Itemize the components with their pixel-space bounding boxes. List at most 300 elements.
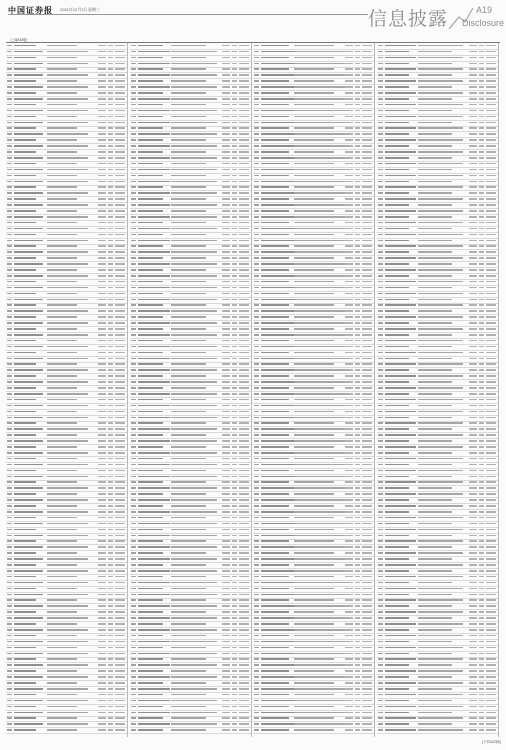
table-cell (261, 269, 289, 271)
table-cell (486, 186, 496, 188)
table-cell (239, 157, 249, 159)
table-cell (47, 151, 77, 153)
table-cell (355, 629, 360, 631)
table-cell (378, 68, 383, 70)
table-cell (378, 352, 383, 354)
table-cell (261, 552, 289, 554)
table-cell (14, 635, 36, 637)
table-cell (131, 92, 136, 94)
table-cell (418, 712, 452, 714)
table-cell (14, 670, 36, 672)
table-cell (232, 228, 237, 230)
table-cell (14, 582, 43, 584)
table-cell (479, 133, 484, 135)
table-cell (385, 299, 409, 301)
table-cell (222, 682, 230, 684)
table-cell (7, 210, 12, 212)
weekday: 星期三 (88, 7, 100, 12)
table-cell (261, 576, 289, 578)
table-cell (479, 45, 484, 47)
table-cell (418, 499, 452, 501)
table-cell (254, 481, 259, 483)
table-cell (469, 68, 477, 70)
table-cell (7, 712, 12, 714)
table-cell (7, 464, 12, 466)
table-cell (171, 281, 206, 283)
table-cell (108, 481, 113, 483)
table-cell (171, 535, 217, 537)
table-cell (261, 222, 289, 224)
table-cell (108, 110, 113, 112)
table-cell (14, 116, 36, 118)
table-cell (345, 63, 353, 65)
table-cell (98, 476, 106, 478)
table-cell (222, 393, 230, 395)
table-cell (469, 605, 477, 607)
table-cell (261, 476, 296, 478)
table-cell (486, 717, 496, 719)
table-cell (47, 505, 77, 507)
table-cell (469, 458, 477, 460)
table-cell (47, 399, 77, 401)
table-cell (385, 487, 409, 489)
table-cell (115, 464, 125, 466)
table-cell (7, 51, 12, 53)
table-cell (108, 411, 113, 413)
table-cell (385, 257, 416, 259)
table-cell (479, 476, 484, 478)
table-cell (261, 381, 296, 383)
table-cell (131, 275, 136, 277)
table-cell (294, 346, 345, 348)
table-cell (345, 98, 353, 100)
table-cell (14, 68, 36, 70)
table-cell (232, 635, 237, 637)
table-cell (98, 104, 106, 106)
table-cell (362, 322, 372, 324)
table-cell (239, 133, 249, 135)
table-cell (115, 133, 125, 135)
table-cell (385, 440, 409, 442)
table-cell (469, 304, 477, 306)
table-cell (7, 310, 12, 312)
table-cell (254, 599, 259, 601)
table-cell (222, 481, 230, 483)
table-cell (261, 45, 289, 47)
table-cell (294, 245, 334, 247)
table-cell (171, 706, 206, 708)
table-cell (345, 57, 353, 59)
table-cell (378, 57, 383, 59)
table-cell (222, 706, 230, 708)
table-cell (378, 163, 383, 165)
table-cell (14, 328, 36, 330)
table-cell (385, 594, 409, 596)
table-cell (418, 458, 463, 460)
table-cell (138, 251, 170, 253)
table-cell (98, 629, 106, 631)
table-cell (222, 263, 230, 265)
table-cell (98, 505, 106, 507)
table-cell (98, 582, 106, 584)
table-cell (98, 293, 106, 295)
table-cell (138, 499, 170, 501)
table-cell (385, 605, 409, 607)
table-cell (7, 499, 12, 501)
table-cell (362, 169, 372, 171)
table-cell (98, 328, 106, 330)
table-cell (355, 523, 360, 525)
table-cell (108, 281, 113, 283)
table-cell (362, 676, 372, 678)
table-cell (355, 694, 360, 696)
table-cell (469, 588, 477, 590)
table-cell (345, 334, 353, 336)
table-cell (345, 363, 353, 365)
table-row (130, 727, 251, 734)
table-cell (486, 192, 496, 194)
table-cell (14, 263, 43, 265)
table-cell (385, 664, 409, 666)
table-cell (479, 122, 484, 124)
table-cell (469, 499, 477, 501)
table-cell (378, 576, 383, 578)
table-cell (486, 51, 496, 53)
table-cell (362, 470, 372, 472)
table-cell (47, 310, 88, 312)
table-cell (108, 127, 113, 129)
table-cell (131, 281, 136, 283)
table-cell (254, 127, 259, 129)
table-cell (385, 287, 409, 289)
table-cell (14, 293, 36, 295)
table-cell (254, 493, 259, 495)
table-cell (355, 470, 360, 472)
table-cell (355, 682, 360, 684)
table-cell (418, 293, 463, 295)
continuation-note: （上接A18版） (8, 38, 30, 42)
table-cell (138, 629, 170, 631)
table-cell (239, 275, 249, 277)
table-cell (232, 417, 237, 419)
table-cell (469, 216, 477, 218)
table-cell (345, 723, 353, 725)
table-cell (131, 363, 136, 365)
table-cell (171, 617, 217, 619)
table-cell (418, 576, 463, 578)
table-cell (385, 275, 409, 277)
table-cell (138, 405, 170, 407)
table-cell (138, 511, 170, 513)
table-cell (261, 605, 296, 607)
table-cell (261, 57, 289, 59)
table-cell (355, 664, 360, 666)
table-cell (355, 45, 360, 47)
table-cell (261, 68, 289, 70)
table-cell (7, 617, 12, 619)
table-cell (486, 664, 496, 666)
table-cell (115, 80, 125, 82)
table-cell (47, 611, 77, 613)
table-cell (131, 74, 136, 76)
table-cell (232, 393, 237, 395)
table-cell (115, 576, 125, 578)
table-cell (479, 594, 484, 596)
table-cell (345, 245, 353, 247)
table-cell (486, 263, 496, 265)
table-cell (378, 476, 383, 478)
table-cell (7, 535, 12, 537)
table-cell (355, 611, 360, 613)
table-cell (222, 122, 230, 124)
table-cell (345, 304, 353, 306)
table-cell (345, 523, 353, 525)
table-cell (138, 316, 163, 318)
table-cell (378, 216, 383, 218)
table-cell (486, 623, 496, 625)
table-cell (232, 275, 237, 277)
table-cell (14, 192, 43, 194)
table-cell (131, 175, 136, 177)
table-cell (378, 387, 383, 389)
table-cell (345, 729, 353, 731)
table-cell (385, 623, 416, 625)
table-cell (14, 334, 43, 336)
table-cell (254, 122, 259, 124)
table-cell (261, 363, 289, 365)
table-cell (479, 340, 484, 342)
table-cell (239, 682, 249, 684)
table-cell (47, 582, 88, 584)
table-cell (232, 116, 237, 118)
table-cell (486, 440, 496, 442)
table-cell (469, 151, 477, 153)
table-cell (138, 446, 163, 448)
table-cell (385, 582, 409, 584)
table-cell (345, 127, 353, 129)
table-cell (239, 363, 249, 365)
table-cell (98, 245, 106, 247)
table-cell (254, 723, 259, 725)
table-cell (254, 169, 259, 171)
table-cell (98, 458, 106, 460)
table-cell (385, 723, 409, 725)
table-cell (131, 245, 136, 247)
table-cell (294, 446, 334, 448)
table-cell (108, 122, 113, 124)
table-cell (418, 434, 463, 436)
table-cell (486, 682, 496, 684)
table-cell (98, 623, 106, 625)
table-cell (47, 74, 88, 76)
table-cell (98, 570, 106, 572)
table-cell (239, 334, 249, 336)
table-cell (232, 658, 237, 660)
table-cell (294, 192, 345, 194)
table-cell (294, 358, 345, 360)
table-cell (362, 151, 372, 153)
table-cell (294, 92, 334, 94)
table-cell (108, 181, 113, 183)
table-cell (115, 605, 125, 607)
table-cell (385, 428, 409, 430)
table-cell (378, 605, 383, 607)
table-cell (171, 151, 206, 153)
table-cell (418, 717, 463, 719)
table-cell (385, 234, 416, 236)
table-cell (469, 358, 477, 360)
table-cell (14, 664, 43, 666)
table-cell (261, 588, 289, 590)
table-cell (131, 186, 136, 188)
table-cell (7, 458, 12, 460)
table-cell (222, 299, 230, 301)
table-cell (7, 110, 12, 112)
table-cell (7, 92, 12, 94)
table-cell (14, 535, 43, 537)
table-cell (115, 535, 125, 537)
table-cell (294, 369, 345, 371)
table-cell (98, 334, 106, 336)
table-cell (261, 564, 289, 566)
table-cell (115, 352, 125, 354)
table-cell (115, 269, 125, 271)
table-cell (98, 169, 106, 171)
table-cell (378, 116, 383, 118)
table-cell (232, 328, 237, 330)
table-cell (232, 452, 237, 454)
table-cell (171, 599, 206, 601)
table-cell (232, 216, 237, 218)
table-cell (261, 411, 289, 413)
table-cell (232, 617, 237, 619)
table-cell (345, 658, 353, 660)
table-cell (98, 446, 106, 448)
table-cell (47, 346, 88, 348)
table-cell (385, 499, 409, 501)
table-cell (171, 116, 206, 118)
table-cell (98, 387, 106, 389)
table-cell (232, 499, 237, 501)
table-cell (108, 676, 113, 678)
table-cell (378, 74, 383, 76)
table-cell (479, 629, 484, 631)
table-cell (261, 328, 289, 330)
table-cell (254, 664, 259, 666)
table-cell (294, 588, 334, 590)
table-cell (115, 340, 125, 342)
table-cell (98, 63, 106, 65)
table-cell (138, 186, 163, 188)
table-cell (131, 63, 136, 65)
table-cell (138, 428, 170, 430)
table-cell (345, 493, 353, 495)
table-cell (294, 228, 345, 230)
table-cell (254, 706, 259, 708)
table-cell (47, 440, 88, 442)
table-cell (261, 446, 289, 448)
table-cell (171, 582, 217, 584)
table-cell (479, 623, 484, 625)
table-cell (469, 611, 477, 613)
table-cell (486, 234, 496, 236)
table-cell (108, 80, 113, 82)
table-cell (239, 322, 249, 324)
table-cell (131, 605, 136, 607)
table-cell (294, 257, 334, 259)
table-cell (98, 576, 106, 578)
table-cell (115, 86, 125, 88)
newspaper-name: 中国证券报 (8, 5, 53, 15)
table-cell (294, 417, 345, 419)
table-cell (479, 481, 484, 483)
table-cell (232, 139, 237, 141)
table-cell (479, 470, 484, 472)
table-cell (222, 281, 230, 283)
table-cell (115, 682, 125, 684)
table-cell (261, 717, 289, 719)
table-cell (138, 92, 163, 94)
table-cell (222, 163, 230, 165)
table-cell (385, 110, 409, 112)
table-cell (418, 422, 463, 424)
table-cell (418, 210, 463, 212)
table-cell (254, 470, 259, 472)
table-cell (469, 629, 477, 631)
table-cell (261, 287, 296, 289)
table-cell (131, 222, 136, 224)
table-cell (138, 617, 170, 619)
table-cell (7, 505, 12, 507)
table-cell (171, 375, 206, 377)
table-cell (108, 328, 113, 330)
table-cell (98, 641, 106, 643)
table-cell (479, 517, 484, 519)
table-cell (232, 717, 237, 719)
table-cell (469, 163, 477, 165)
table-cell (239, 517, 249, 519)
table-cell (171, 263, 217, 265)
table-cell (7, 700, 12, 702)
table-cell (98, 163, 106, 165)
table-cell (254, 234, 259, 236)
table-cell (232, 257, 237, 259)
table-cell (7, 175, 12, 177)
table-cell (131, 599, 136, 601)
table-cell (7, 169, 12, 171)
table-cell (355, 511, 360, 513)
table-cell (355, 316, 360, 318)
table-cell (98, 198, 106, 200)
table-cell (239, 470, 249, 472)
table-cell (261, 346, 296, 348)
disclosure-table (6, 42, 500, 737)
table-cell (362, 393, 372, 395)
table-cell (222, 316, 230, 318)
table-cell (47, 363, 77, 365)
table-cell (171, 86, 217, 88)
table-cell (171, 387, 206, 389)
table-cell (479, 363, 484, 365)
table-cell (7, 476, 12, 478)
table-cell (222, 399, 230, 401)
table-cell (7, 139, 12, 141)
table-cell (261, 594, 296, 596)
table-cell (261, 80, 289, 82)
table-cell (138, 163, 163, 165)
table-cell (232, 446, 237, 448)
table-cell (232, 104, 237, 106)
